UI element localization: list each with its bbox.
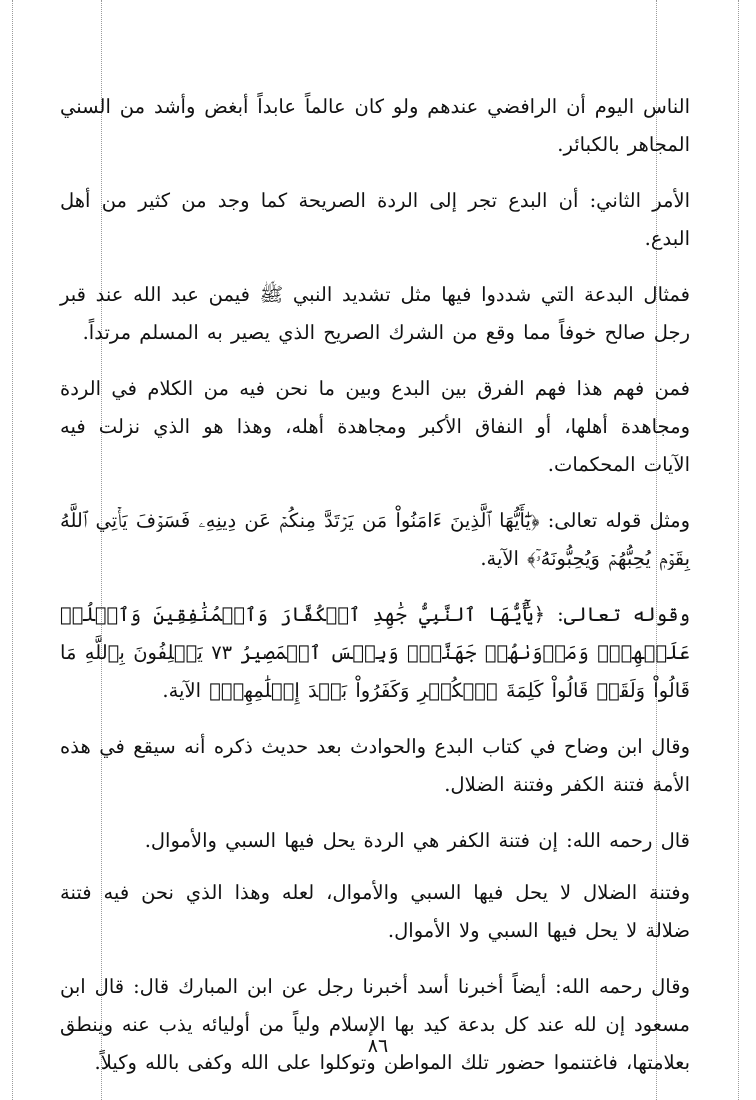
paragraph: وفتنة الضلال لا يحل فيها السبي والأموال، لعله وهذا الذي نحن فيه فتنة ضلالة لا يحل فيها السبي ولا الأموال.	[60, 881, 690, 942]
paragraph: وقال ابن وضاح في كتاب البدع والحوادث بعد حديث ذكره أنه سيقع في هذه الأمة فتنة الكفر وفتنة الضلال.	[60, 735, 690, 796]
quran-verse-paragraph: وقوله تعالى: ﴿يَٰٓأَيُّهَا ٱلنَّبِيُّ جَٰهِدِ ٱلۡكُفَّارَ وَٱلۡمُنَٰفِقِينَ وَٱغۡلُظۡ عَلَيۡهِمۡۚ وَمَأۡوَىٰهُمۡ جَهَنَّمُۖ وَبِئۡسَ ٱلۡمَصِيرُ ٧٣ يَحۡلِفُونَ بِٱللَّهِ مَا قَالُواْ وَلَقَدۡ قَالُواْ كَلِمَةَ ٱلۡكُفۡرِ وَكَفَرُواْ بَعۡدَ إِسۡلَٰمِهِمۡ﴾ الآية.	[60, 603, 690, 702]
paragraph: وقال رحمه الله: أيضاً أخبرنا أسد أخبرنا رجل عن ابن المبارك قال: قال ابن مسعود إن لله عند كل بدعة كيد بها الإسلام ولياً من أوليائه يذب عنه وينطق بعلامتها، فاغتنموا حضور تلك المواطن وتوكلوا على الله وكفى بالله وكيلاً.	[60, 975, 690, 1074]
paragraph: فمثال البدعة التي شددوا فيها مثل تشديد النبي ﷺ فيمن عبد الله عند قبر رجل صالح خوفاً مما وقع من الشرك الصريح الذي يصير به المسلم مرتداً.	[60, 283, 690, 344]
margin-guide-line	[12, 0, 13, 1100]
paragraph: الأمر الثاني: أن البدع تجر إلى الردة الصريحة كما وجد من كثير من أهل البدع.	[60, 189, 690, 250]
quran-verse-paragraph: ومثل قوله تعالى: ﴿يَٰٓأَيُّهَا ٱلَّذِينَ ءَامَنُواْ مَن يَرۡتَدَّ مِنكُمۡ عَن دِينِهِۦ فَسَوۡفَ يَأۡتِي ٱللَّهُ بِقَوۡمٖ يُحِبُّهُمۡ وَيُحِبُّونَهُۥٓ﴾ الآية.	[60, 509, 690, 570]
paragraph: فمن فهم هذا فهم الفرق بين البدع وبين ما نحن فيه من الكلام في الردة ومجاهدة أهلها، أو النفاق الأكبر ومجاهدة أهله، وهذا هو الذي نزلت فيه الآيات المحكمات.	[60, 377, 690, 476]
page-number: ٨٦	[367, 1035, 389, 1057]
paragraph: قال رحمه الله: إن فتنة الكفر هي الردة يحل فيها السبي والأموال.	[144, 829, 690, 852]
paragraph: الناس اليوم أن الرافضي عندهم ولو كان عالماً عابداً أبغض وأشد من السني المجاهر بالكبائر.	[60, 95, 690, 156]
page-body	[60, 88, 690, 1100]
margin-guide-line	[738, 0, 739, 1100]
